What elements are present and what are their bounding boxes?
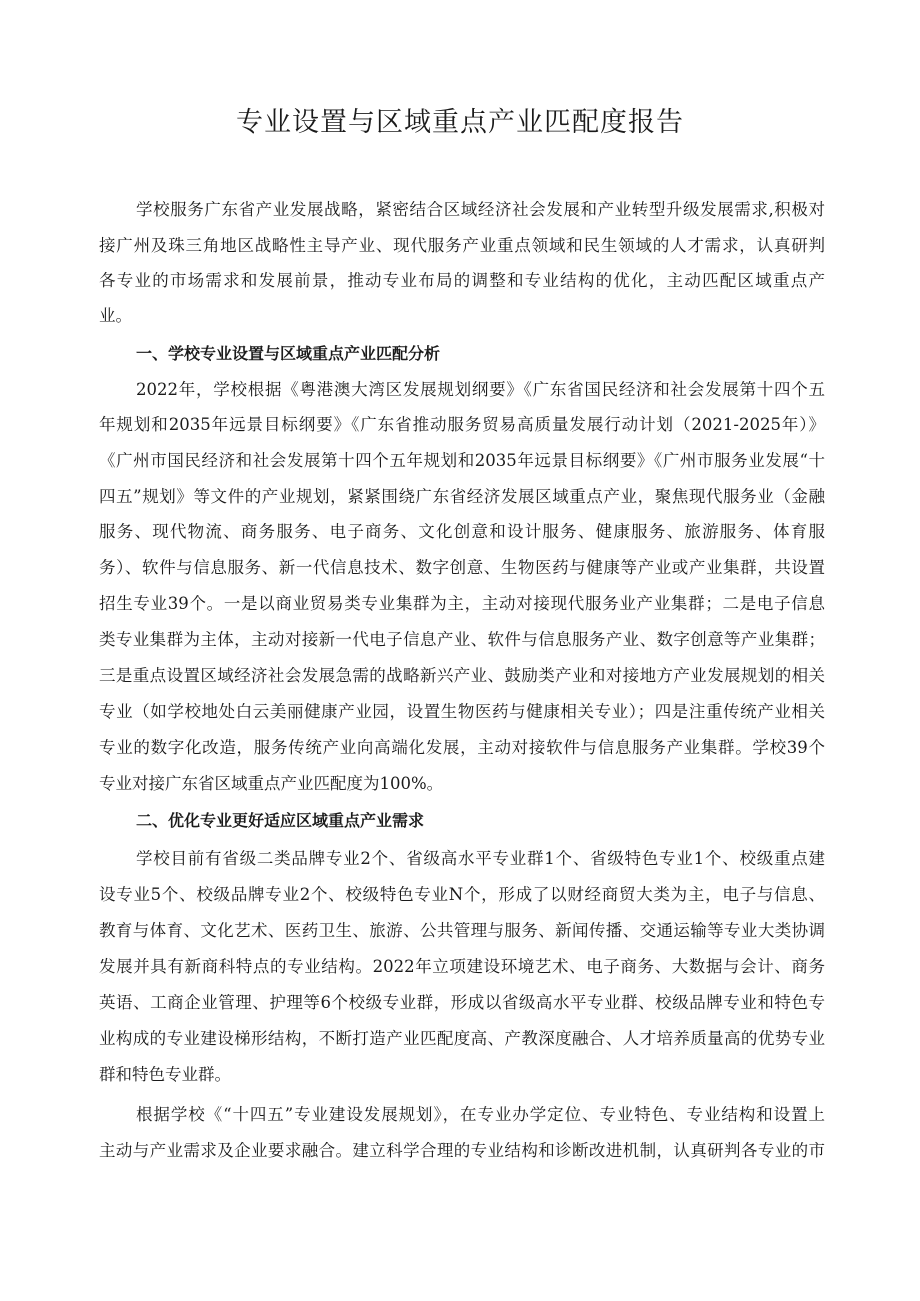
paragraph-line: 专业的数字化改造，服务传统产业向高端化发展，主动对接软件与信息服务产业集群。学校39个 [99, 738, 825, 757]
paragraph-line: 学校目前有省级二类品牌专业2个、省级高水平专业群1个、省级特色专业1个、校级重点建 [136, 849, 825, 868]
paragraph-line: 教育与体育、文化艺术、医药卫生、旅游、公共管理与服务、新闻传播、交通运输等专业大类协调 [99, 921, 825, 940]
paragraph-line: 设专业5个、校级品牌专业2个、校级特色专业N个，形成了以财经商贸大类为主，电子与信息、 [99, 885, 825, 904]
paragraph-line: 四五”规划》等文件的产业规划，紧紧围绕广东省经济发展区域重点产业，聚焦现代服务业（金融 [99, 487, 825, 506]
paragraph-line: 专业（如学校地处白云美丽健康产业园，设置生物医药与健康相关专业）；四是注重传统产业相关 [99, 702, 825, 721]
paragraph-line: 招生专业39个。一是以商业贸易类专业集群为主，主动对接现代服务业产业集群；二是电子信息 [99, 594, 825, 613]
paragraph-line: 服务、现代物流、商务服务、电子商务、文化创意和设计服务、健康服务、旅游服务、体育服 [99, 522, 825, 541]
paragraph-line: 英语、工商企业管理、护理等6个校级专业群，形成以省级高水平专业群、校级品牌专业和特色专 [99, 993, 825, 1012]
section-heading-1: 一、学校专业设置与区域重点产业匹配分析 [136, 344, 441, 363]
paragraph-line: 根据学校《“十四五”专业建设发展规划》，在专业办学定位、专业特色、专业结构和设置上 [136, 1105, 825, 1124]
paragraph-line: 三是重点设置区域经济社会发展急需的战略新兴产业、鼓励类产业和对接地方产业发展规划的相关 [99, 666, 825, 685]
paragraph-line: 2022年，学校根据《粤港澳大湾区发展规划纲要》《广东省国民经济和社会发展第十四个五 [136, 380, 825, 399]
paragraph-line: 主动与产业需求及企业要求融合。建立科学合理的专业结构和诊断改进机制，认真研判各专业的市 [99, 1141, 825, 1160]
paragraph-line: 专业对接广东省区域重点产业匹配度为100%。 [99, 774, 444, 793]
paragraph-line: 群和特色专业群。 [99, 1065, 231, 1084]
paragraph-line: 类专业集群为主体，主动对接新一代电子信息产业、软件与信息服务产业、数字创意等产业集群； [99, 630, 825, 649]
paragraph-line: 接广州及珠三角地区战略性主导产业、现代服务产业重点领域和民生领域的人才需求，认真研判 [99, 236, 825, 255]
paragraph-line: 学校服务广东省产业发展战略，紧密结合区域经济社会发展和产业转型升级发展需求,积极对 [136, 200, 825, 219]
paragraph-line: 年规划和2035年远景目标纲要》《广东省推动服务贸易高质量发展行动计划（2021-2025年）》 [99, 415, 825, 434]
paragraph-line: 各专业的市场需求和发展前景，推动专业布局的调整和专业结构的优化，主动匹配区域重点产 [99, 271, 825, 290]
paragraph-line: 发展并具有新商科特点的专业结构。2022年立项建设环境艺术、电子商务、大数据与会计、商务 [99, 957, 825, 976]
paragraph-line: 《广州市国民经济和社会发展第十四个五年规划和2035年远景目标纲要》《广州市服务业发展“十 [99, 451, 825, 470]
document-title: 专业设置与区域重点产业匹配度报告 [236, 107, 684, 138]
paragraph-line: 业构成的专业建设梯形结构，不断打造产业匹配度高、产教深度融合、人才培养质量高的优势专业 [99, 1029, 825, 1048]
paragraph-line: 务）、软件与信息服务、新一代信息技术、数字创意、生物医药与健康等产业或产业集群，共设置 [99, 558, 825, 577]
section-heading-2: 二、优化专业更好适应区域重点产业需求 [136, 811, 425, 830]
paragraph-line: 业。 [99, 306, 132, 325]
